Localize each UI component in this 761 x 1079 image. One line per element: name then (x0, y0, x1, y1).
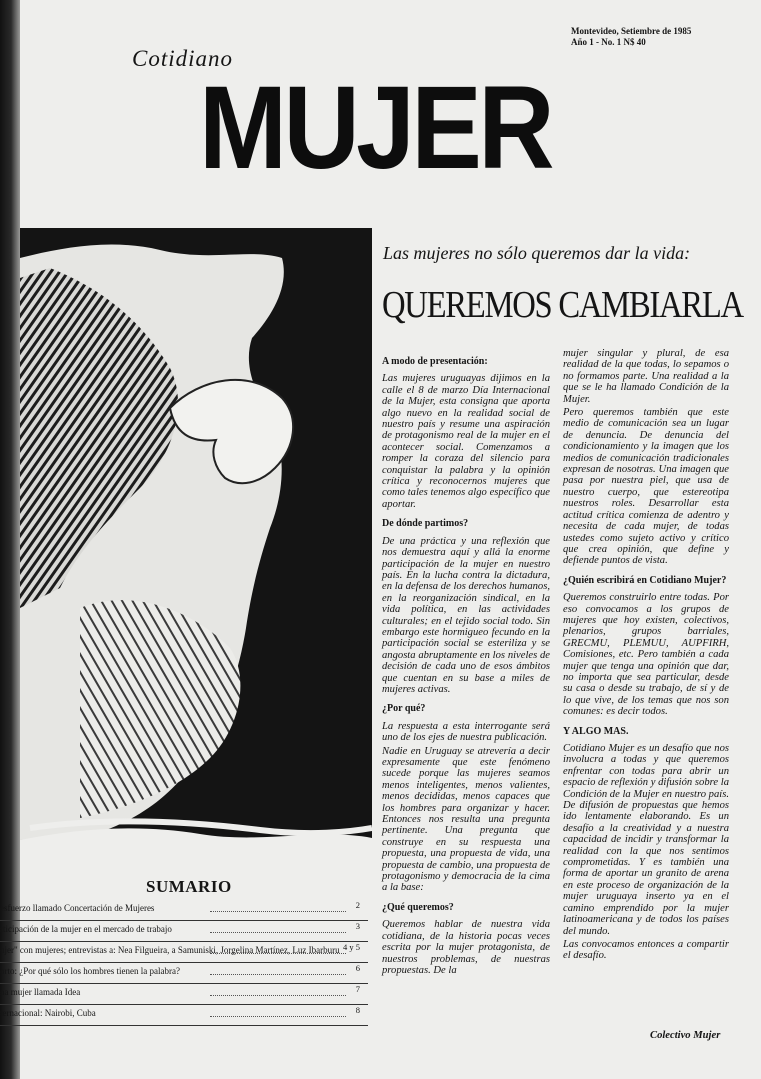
date-line: Montevideo, Setiembre de 1985 (571, 26, 692, 36)
sumario-item-title: orto: ¿Por qué sólo los hombres tienen la palabra? (0, 966, 180, 976)
section-heading: Y ALGO MAS. (563, 725, 629, 737)
article-subtitle: Las mujeres no sólo queremos dar la vida: (383, 243, 691, 263)
section-heading: A modo de presentación: (382, 356, 488, 367)
article-paragraph: Nadie en Uruguay se atrevería a decir expresamente que este fenómeno sucede porque las mujeres seamos menos inteligentes, menos valientes, menos decididas, menos capaces que los hombres para organizar y hacer. Entonces nos resulta una pregunta pertinente. Una pregunta que construye en su respuesta una propuesta, una propuesta de vida, una propuesta de cambio, una propuesta de protagonismo y democracia de la cima a la base: (382, 745, 550, 894)
masthead-logo (195, 62, 555, 182)
section-heading: ¿Qué queremos? (382, 901, 454, 913)
sumario-item-title: esfuerzo llamado Concertación de Mujeres (0, 903, 155, 913)
sumario-item-page: 8 (355, 1005, 360, 1015)
masthead-pretitle: Cotidiano (132, 46, 234, 71)
sumario-item-page: 6 (355, 963, 360, 973)
article-paragraph: De una práctica y una reflexión que nos demuestra aquí y allá la enorme participación de la mujer en nuestro país. En la lucha contra la dictadura, en la defensa de los derechos humanos, en la reorganización sindical, en la vida política, en las actividades culturales; en el tejido social todo. Sin embargo este hormigueo fecundo en la participación social se esteriliza y se angosta abruptamente en los niveles de decisión de cada uno de esos ámbitos que cuentan en su base a miles de mujeres activas. (382, 535, 550, 695)
leader-dots (210, 932, 346, 933)
sumario-item-page: 3 (355, 921, 360, 931)
leader-dots (210, 974, 346, 975)
sumario-item (0, 942, 368, 963)
leader-dots (210, 1016, 346, 1017)
article-headline: QUEREMOS CAMBIARLA (382, 284, 743, 326)
leader-dots (210, 953, 346, 954)
sumario-item (0, 1005, 368, 1026)
section-heading: ¿Por qué? (382, 703, 426, 715)
sumario-title: SUMARIO (146, 877, 232, 896)
section-heading: ¿Quién escribirá en Cotidiano Mujer? (563, 574, 727, 586)
sumario-item-title: rticipación de la mujer en el mercado de trabajo (0, 924, 172, 934)
article-column-2 (563, 348, 729, 964)
issue-line: Año 1 - No. 1 N$ 40 (571, 37, 646, 47)
leader-dots (210, 911, 346, 912)
sumario-item-title: na mujer llamada Idea (0, 987, 81, 997)
article-paragraph: Las mujeres uruguayas dijimos en la calle el 8 de marzo Día Internacional de la Mujer, esta consigna que aporta algo nuevo en la realidad social de nuestro país y resume una aspiración de protagonismo real de la mujer en el acontecer social. Comenzamos a romper la coraza del silencio para conquistar la palabra y la opinión crítica y reconocernos mujeres que como tales tenemos algo específico que aportar. (382, 373, 550, 510)
article-paragraph: Pero queremos también que este medio de comunicación sea un lugar de denuncia. De denuncia del condicionamiento y la imagen que los medios de comunicación tradicionales expresan de nosotras. Una imagen que pasa por nuestra piel, que usa de nuestro cuerpo, que estereotipa nuestros roles. Desarrollar esta actitud crítica comienza de adentro y necesita de cada mujer, de todas ustedes como sujeto activo y crítico que crea opinión, que define y defiende puntos de vista. (563, 407, 729, 567)
sumario-item-page: 7 (355, 984, 360, 994)
sumario-item (0, 963, 368, 984)
article-paragraph: Queremos hablar de nuestra vida cotidiana, de la historia pocas veces escrita por la mujer protagonista, de nuestros problemas, de nuestras propuestas. De la (382, 919, 550, 976)
leader-dots (210, 995, 346, 996)
article-paragraph: Queremos construirlo entre todas. Por eso convocamos a los grupos de mujeres que hoy existen, colectivos, plenarios, grupos barriales, GRECMU, PLEMUU, AUPFIRH, Comisiones, etc. Pero también a cada mujer que tenga una opinión que dar, no importa que sea particular, desde su casa o desde su trabajo, de sí y de lo que vive, de los temas que nos son comunes: es decir todos. (563, 592, 729, 718)
section-heading: De dónde partimos? (382, 518, 469, 530)
sumario-item (0, 921, 368, 942)
article-column-1 (382, 348, 550, 978)
sumario-item-title: ternacional: Nairobi, Cuba (0, 1008, 96, 1018)
illustration-woman (20, 228, 372, 868)
article-paragraph: La respuesta a esta interrogante será uno de los ejes de nuestra publicación. (382, 720, 550, 744)
sumario-item (0, 900, 368, 921)
article-paragraph: Cotidiano Mujer es un desafío que nos involucra a todas y que queremos enfrentar con todas para abrir un espacio de reflexión y difusión sobre la Condición de la Mujer en nuestro país. De difusión de propuestas que hemos ido lentamente elaborando. Es un desafío a la creatividad y a nuestra capacidad de incidir y transformar la realidad con la que nos sentimos comprometidas. Y es también una forma de aportar un granito de arena en este proceso de organización de la mujer uruguaya inserto ya en el camino emprendido por la mujer latinoamericana y de todos los países del mundo. (563, 743, 729, 937)
sumario-item-title: ujer" con mujeres; entrevistas a: Nea Filgueira, a Samuniski, Jorgelina Martínez, Luz Ibarburu (0, 945, 340, 955)
sumario-item (0, 984, 368, 1005)
issue-meta (571, 26, 741, 48)
sumario-item-page: 4 y 5 (343, 942, 360, 952)
sumario-list (0, 900, 368, 1026)
article-paragraph: Las convocamos entonces a compartir el desafío. (563, 938, 729, 962)
article-paragraph: mujer singular y plural, de esa realidad de la que todas, lo sepamos o no formamos parte. Una realidad a la que se le ha llamado Condición de la Mujer. (563, 348, 729, 405)
sumario-item-page: 2 (355, 900, 360, 910)
article-signature: Colectivo Mujer (650, 1030, 721, 1041)
svg-text:MUJER: MUJER (199, 62, 553, 182)
